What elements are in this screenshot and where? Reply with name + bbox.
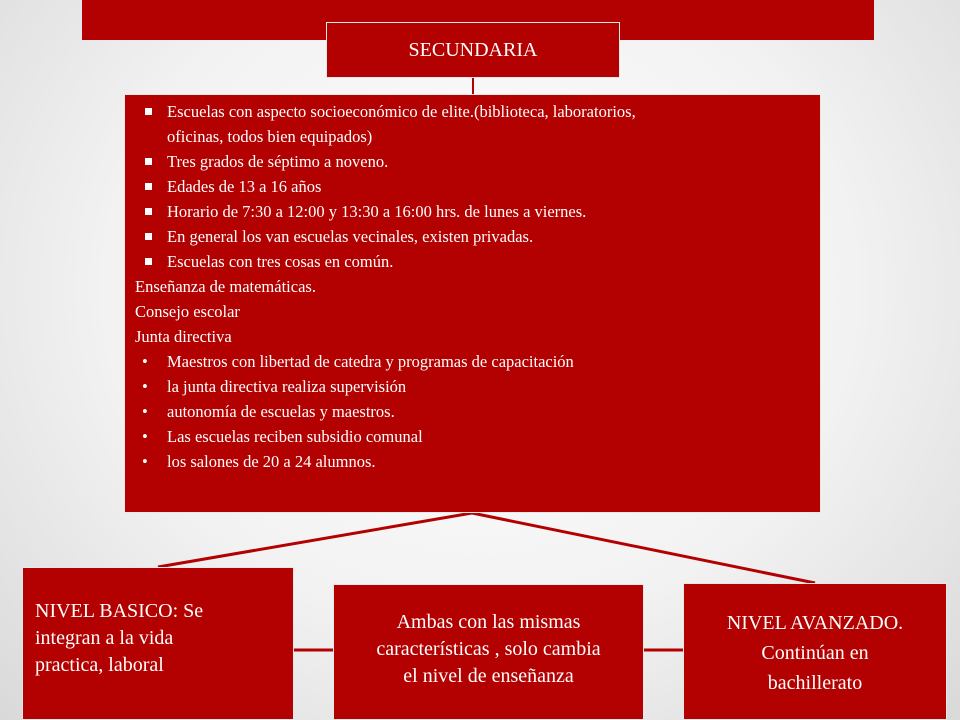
advanced-level-box	[683, 583, 947, 720]
plain-line: Junta directiva	[135, 327, 232, 346]
basic-level-text: integran a la vida	[35, 627, 174, 649]
connector-main-to-advanced	[472, 513, 815, 583]
round-bullet-item: • los salones de 20 a 24 alumnos.	[135, 449, 808, 474]
round-bullet-item: • autonomía de escuelas y maestros.	[135, 399, 808, 424]
advanced-level-text: bachillerato	[767, 672, 863, 694]
square-bullet-continuation	[135, 124, 808, 149]
title-box	[326, 22, 620, 78]
round-bullet-item: • la junta directiva realiza supervisión	[135, 374, 808, 399]
square-bullet-item: Escuelas con tres cosas en común.	[135, 249, 808, 274]
advanced-level-text: NIVEL AVANZADO.	[726, 612, 904, 634]
main-info-box	[124, 94, 821, 513]
title-label: SECUNDARIA	[408, 38, 538, 61]
common-features-box	[333, 584, 644, 720]
continuation-text: oficinas, todos bien equipados)	[167, 127, 373, 146]
common-features-text: el nivel de enseñanza	[403, 665, 574, 687]
common-features-text: Ambas con las mismas	[396, 611, 581, 633]
plain-line: Consejo escolar	[135, 302, 240, 321]
basic-level-text: NIVEL BASICO: Se	[35, 600, 204, 622]
plain-line: Enseñanza de matemáticas.	[135, 277, 316, 296]
basic-level-box	[22, 567, 294, 720]
basic-level-text: practica, laboral	[35, 654, 164, 676]
connector-main-to-basic	[158, 513, 472, 567]
square-bullet-item: Horario de 7:30 a 12:00 y 13:30 a 16:00 hrs. de lunes a viernes.	[135, 199, 808, 224]
round-bullet-item: • Maestros con libertad de catedra y programas de capacitación	[135, 349, 808, 374]
advanced-level-text: Continúan en	[761, 642, 869, 664]
square-bullet-item: En general los van escuelas vecinales, existen privadas.	[135, 224, 808, 249]
round-bullet-item: • Las escuelas reciben subsidio comunal	[135, 424, 808, 449]
square-bullet-item: Edades de 13 a 16 años	[135, 174, 808, 199]
square-bullet-item: Tres grados de séptimo a noveno.	[135, 149, 808, 174]
common-features-text: características , solo cambia	[376, 638, 601, 660]
square-bullet-item: Escuelas con aspecto socioeconómico de elite.(biblioteca, laboratorios,	[135, 99, 808, 124]
